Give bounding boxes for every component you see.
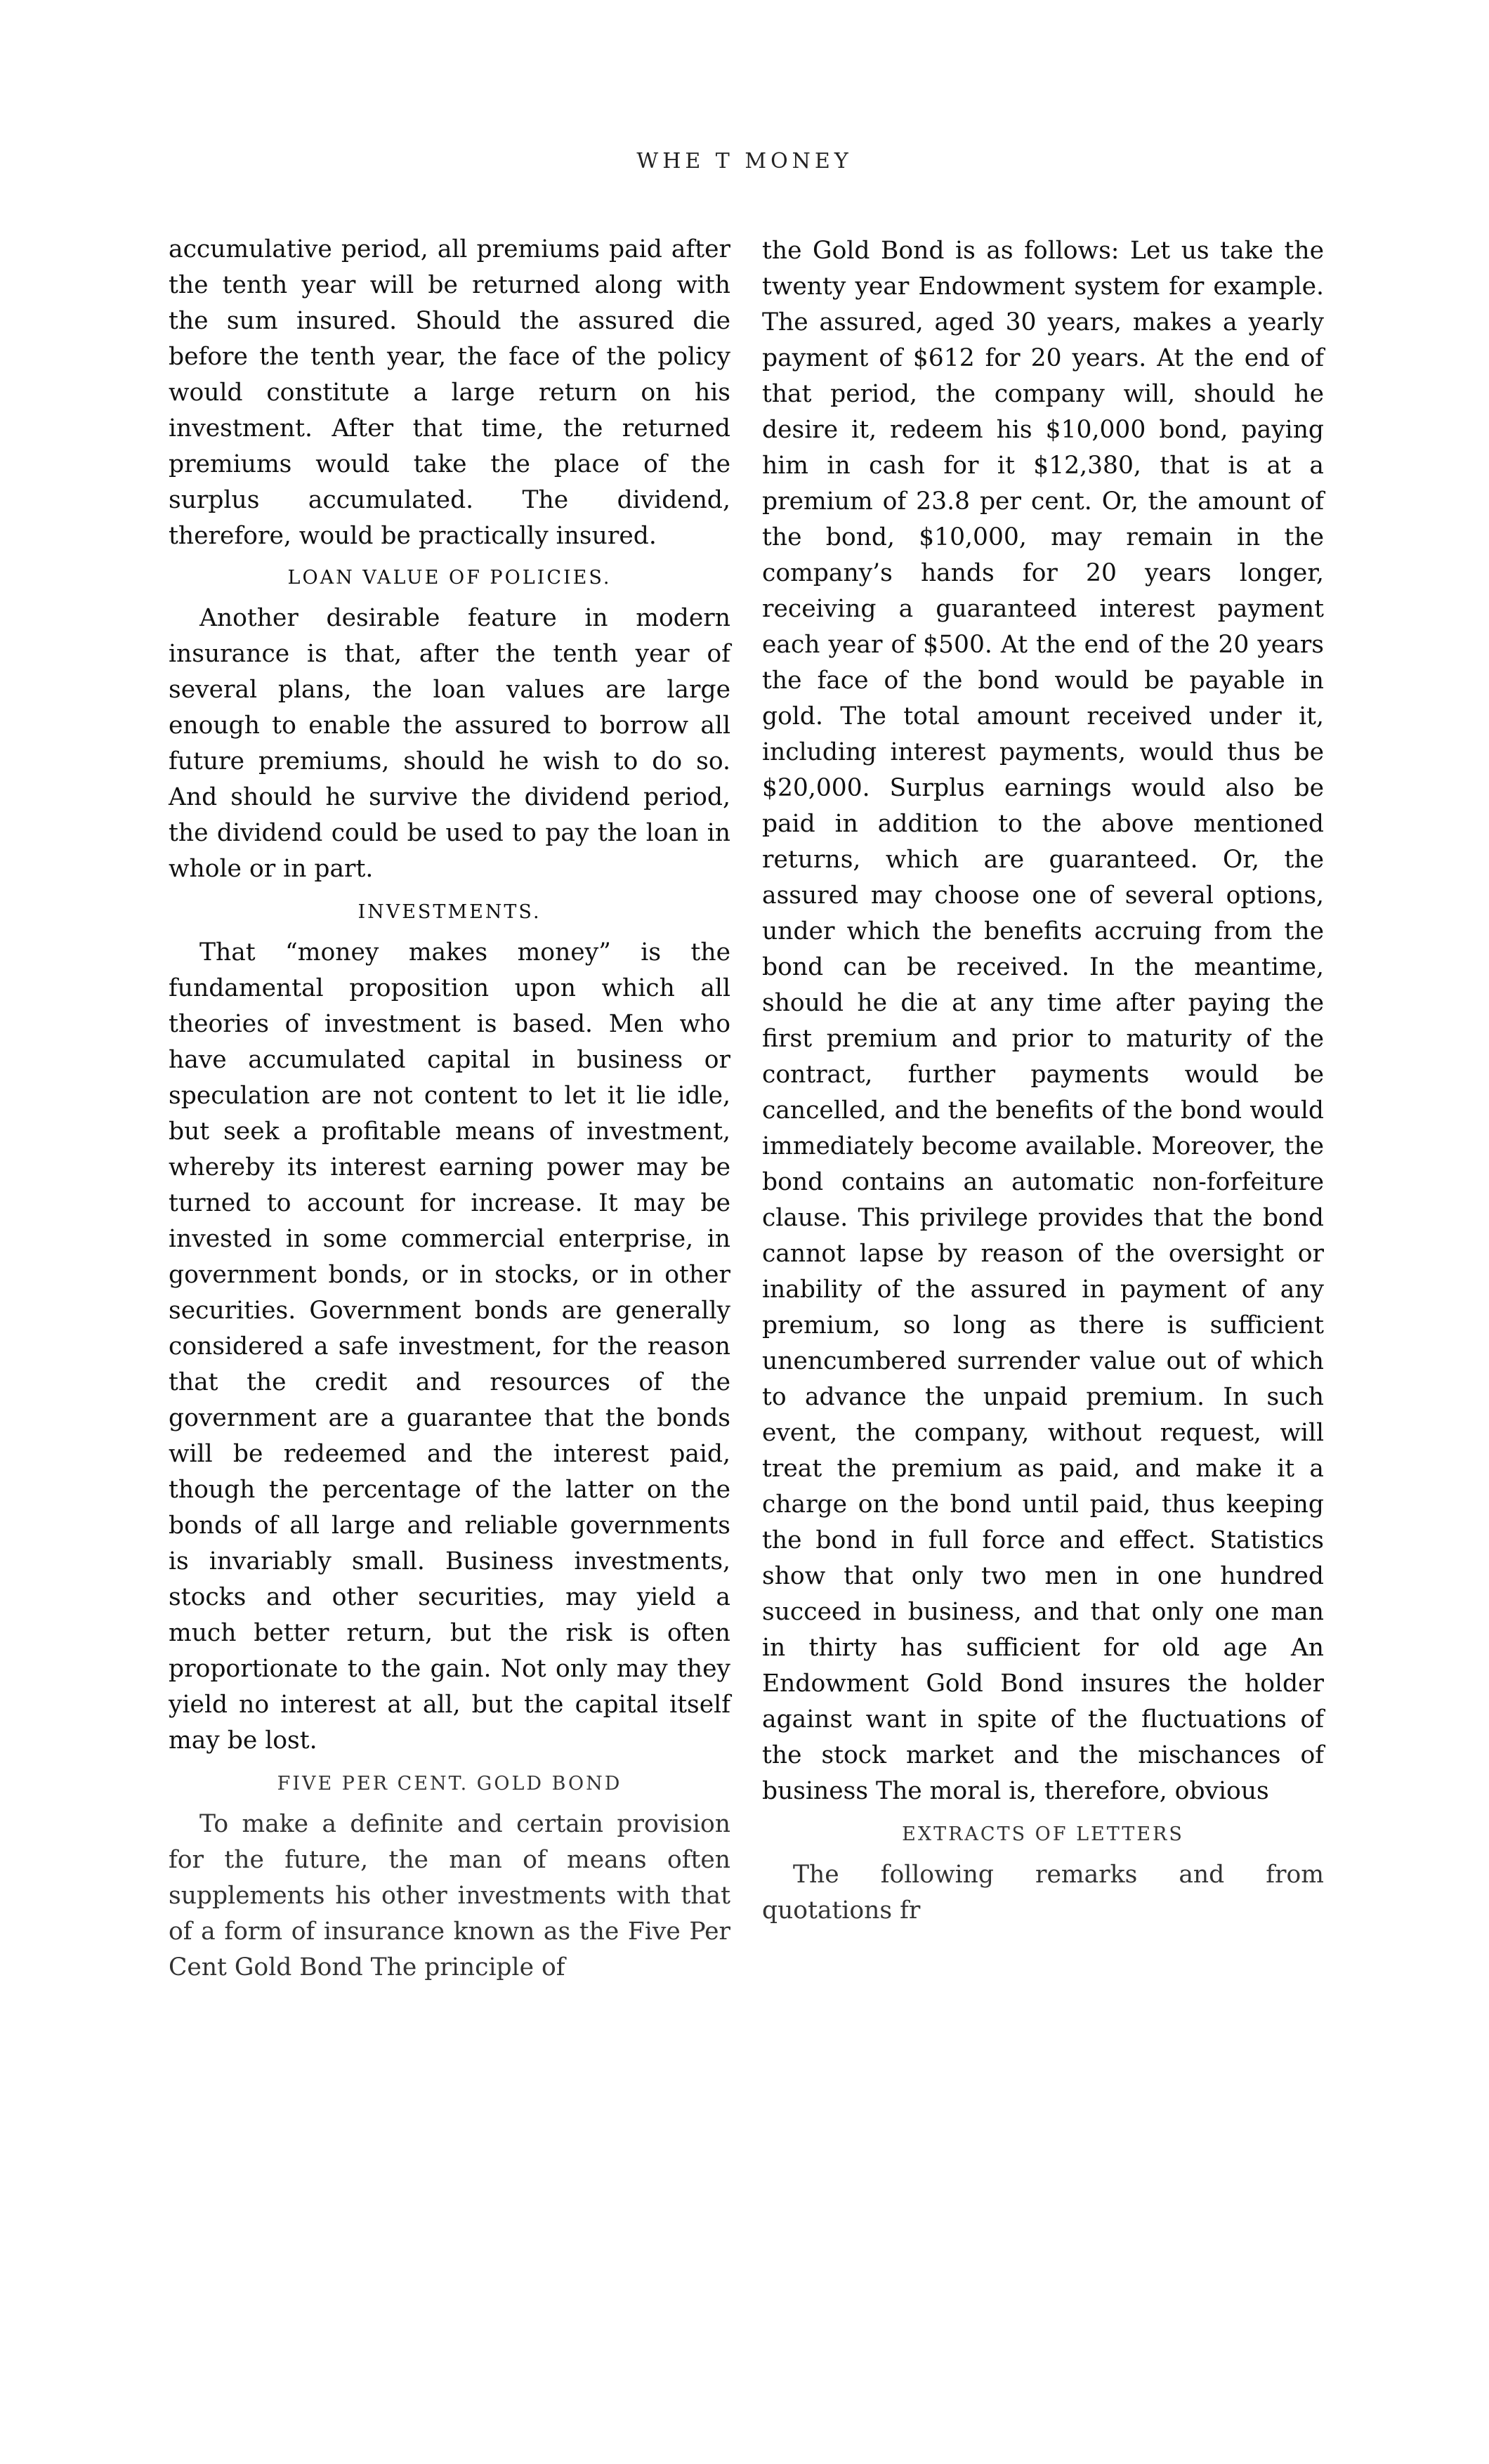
paragraph-loan-value: Another desirable feature in modern insurance is that, after the tenth year of several plans, the loan values are large enough to enable the assured to borrow all future premiums, should he wish to do so. And should he survive the dividend period, the dividend could be used to pay the loan in whole or in part. [169, 604, 730, 883]
paragraph-extracts-intro: The following remarks and from quotations fr [762, 1861, 1324, 1925]
right-column [762, 233, 1324, 1932]
running-head: WHE T MONEY [636, 149, 853, 173]
paragraph-gold-bond-intro: To make a definite and certain provision for the future, the man of means often supplements his other investments with that of a form of insurance known as the Five Per Cent Gold Bond The principle of [169, 1810, 730, 1981]
heading-loan-value: LOAN VALUE OF POLICIES. [287, 567, 612, 589]
heading-five-per-cent-gold-bond: FIVE PER CENT. GOLD BOND [277, 1773, 622, 1795]
heading-investments: INVESTMENTS. [358, 901, 542, 923]
heading-extracts-of-letters: EXTRACTS OF LETTERS [902, 1823, 1184, 1845]
paragraph-investments: That “money makes money” is the fundamental proposition upon which all theories of investment is based. Men who have accumulated capital in business or speculation are not content to let it lie idle, but seek a profitable means of investment, whereby its interest earning power may be turned to account for increase. It may be invested in some commercial enterprise, in government bonds, or in stocks, or in other securities. Government bonds are generally considered a safe investment, for the reason that the credit and resources of the government are a guarantee that the bonds will be redeemed and the interest paid, though the percentage of the latter on the bonds of all large and reliable governments is invariably small. Business investments, stocks and other securities, may yield a much better return, but the risk is often proportionate to the gain. Not only may they yield no interest at all, but the capital itself may be lost. [169, 938, 730, 1755]
left-column [169, 232, 730, 1988]
paragraph-gold-bond-example: the Gold Bond is as follows: Let us take the twenty year Endowment system for example. The assured, aged 30 years, makes a yearly payment of $612 for 20 years. At the end of that period, the company will, should he desire it, redeem his $10,000 bond, paying him in cash for it $12,380, that is at a premium of 23.8 per cent. Or, the amount of the bond, $10,000, may remain in the company’s hands for 20 years longer, receiving a guaranteed interest payment each year of $500. At the end of the 20 years the face of the bond would be payable in gold. The total amount received under it, including interest payments, would thus be $20,000. Surplus earnings would also be paid in addition to the above mentioned returns, which are guaranteed. Or, the assured may choose one of several options, under which the benefits accruing from the bond can be received. In the meantime, should he die at any time after paying the first premium and prior to maturity of the contract, further payments would be cancelled, and the benefits of the bond would immediately become available. Moreover, the bond contains an automatic non-forfeiture clause. This privilege provides that the bond cannot lapse by reason of the oversight or inability of the assured in payment of any premium, so long as there is sufficient unencumbered surrender value out of which to advance the unpaid premium. In such event, the company, without request, will treat the premium as paid, and make it a charge on the bond until paid, thus keeping the bond in full force and effect. Statistics show that only two men in one hundred succeed in business, and that only one man in thirty has sufficient for old age An Endowment Gold Bond insures the holder against want in spite of the fluctuations of the stock market and the mischances of business The moral is, therefore, obvious [762, 237, 1324, 1805]
paragraph-accumulative-period: accumulative period, all premiums paid after the tenth year will be returned along with the sum insured. Should the assured die before the tenth year, the face of the policy would constitute a large return on his investment. After that time, the returned premiums would take the place of the surplus accumulated. The dividend, therefore, would be practically insured. [169, 235, 730, 550]
